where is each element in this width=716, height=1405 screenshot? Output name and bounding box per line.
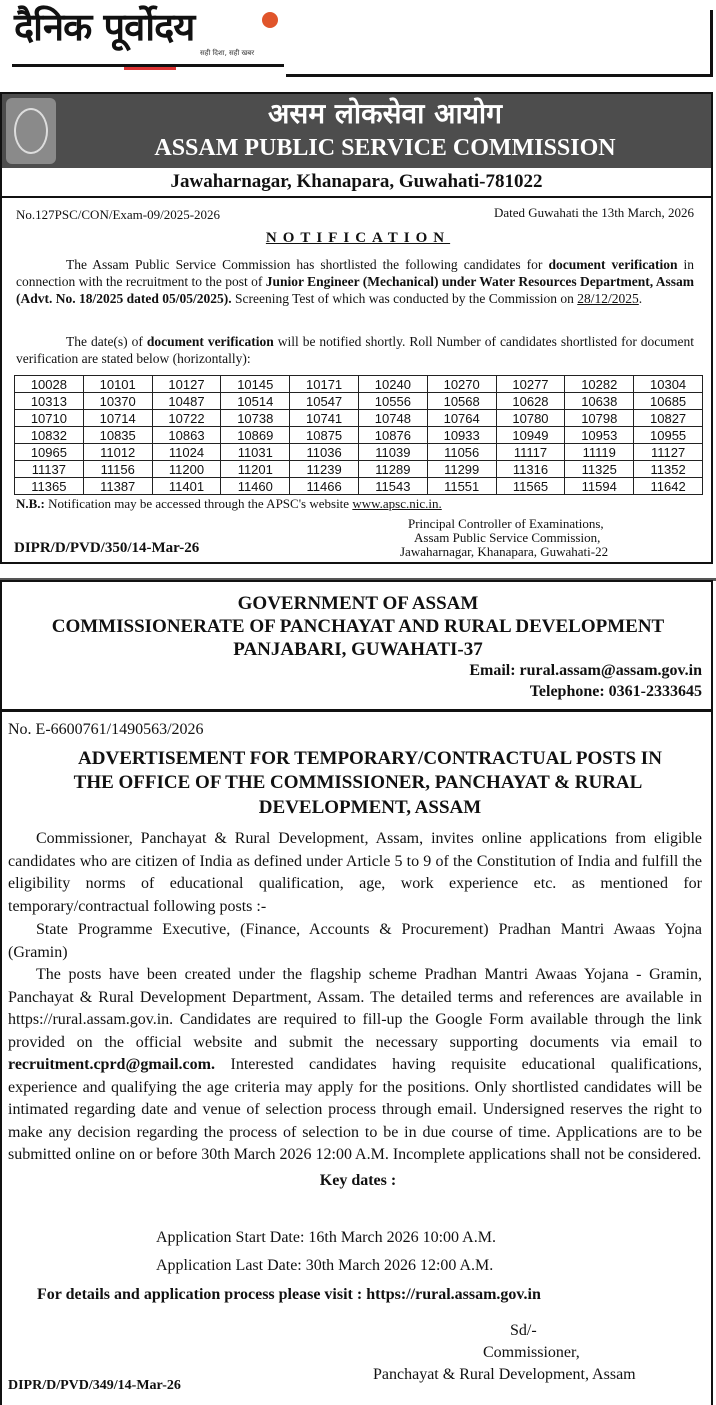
roll-number-cell: 10832: [15, 427, 84, 444]
roll-number-cell: 10568: [427, 393, 496, 410]
roll-number-cell: 11401: [152, 478, 221, 495]
roll-number-cell: 10953: [565, 427, 634, 444]
apsc-sign-2: Assam Public Service Commission,: [414, 530, 601, 545]
application-start-date: Application Start Date: 16th March 2026 10:00 A.M.: [156, 1229, 496, 1246]
roll-number-cell: 11466: [290, 478, 359, 495]
emblem-seal: [14, 108, 48, 154]
roll-number-cell: 11352: [634, 461, 703, 478]
roll-number-cell: 11387: [83, 478, 152, 495]
roll-number-cell: 11565: [496, 478, 565, 495]
apsc-paragraph-1: The Assam Public Service Commission has shortlisted the following candidates for document verification in connection with the recruitment to the post of Junior Engineer (Mechanical) under Water Resources Department, Assam (Advt. No. 18/2025 dated 05/05/2025). Screening Test of which was conducted by the Commission on 28/12/2025.: [16, 257, 695, 306]
masthead-frame: [286, 10, 713, 77]
roll-number-cell: 10685: [634, 393, 703, 410]
roll-number-cell: 11642: [634, 478, 703, 495]
roll-number-cell: 11119: [565, 444, 634, 461]
gov-telephone: Telephone: 0361-2333645: [529, 683, 702, 700]
gov-sd: Sd/-: [510, 1322, 537, 1339]
roll-number-cell: 10955: [634, 427, 703, 444]
roll-number-cell: 10722: [152, 410, 221, 427]
apsc-sign-3: Jawaharnagar, Khanapara, Guwahati-22: [400, 544, 609, 559]
notification-title: NOTIFICATION: [265, 230, 451, 246]
roll-number-cell: 11551: [427, 478, 496, 495]
roll-number-cell: 10876: [358, 427, 427, 444]
roll-number-cell: 10714: [83, 410, 152, 427]
roll-row: [15, 410, 703, 427]
apsc-ref-no: No.127PSC/CON/Exam-09/2025-2026: [16, 207, 221, 222]
roll-row: [15, 376, 703, 393]
apsc-title-english: ASSAM PUBLIC SERVICE COMMISSION: [154, 135, 616, 161]
roll-number-cell: 10304: [634, 376, 703, 393]
gov-line-3: PANJABARI, GUWAHATI-37: [233, 639, 483, 660]
apsc-sign-1: Principal Controller of Examinations,: [408, 516, 604, 531]
roll-row: [15, 444, 703, 461]
roll-number-cell: 10741: [290, 410, 359, 427]
roll-number-cell: 11039: [358, 444, 427, 461]
gov-paragraph-2: State Programme Executive, (Finance, Accounts & Procurement) Pradhan Mantri Awaas Yojna (Gramin): [8, 921, 702, 961]
roll-number-cell: 10487: [152, 393, 221, 410]
roll-number-cell: 11156: [83, 461, 152, 478]
gov-sign-2: Panchayat & Rural Development, Assam: [373, 1366, 636, 1383]
roll-number-cell: 10270: [427, 376, 496, 393]
roll-row: [15, 478, 703, 495]
gov-header-divider: [0, 709, 713, 712]
roll-number-cell: 11594: [565, 478, 634, 495]
roll-number-cell: 10101: [83, 376, 152, 393]
roll-number-cell: 11543: [358, 478, 427, 495]
roll-number-cell: 10780: [496, 410, 565, 427]
roll-number-cell: 11127: [634, 444, 703, 461]
roll-number-cell: 10628: [496, 393, 565, 410]
roll-number-cell: 10277: [496, 376, 565, 393]
roll-number-cell: 10863: [152, 427, 221, 444]
roll-number-cell: 10547: [290, 393, 359, 410]
roll-number-cell: 10514: [221, 393, 290, 410]
roll-number-cell: 11200: [152, 461, 221, 478]
roll-number-cell: 11239: [290, 461, 359, 478]
apsc-paragraph-2: The date(s) of document verification will be notified shortly. Roll Number of candidates shortlisted for document verification are stated below (horizontally):: [16, 334, 695, 366]
application-last-date: Application Last Date: 30th March 2026 12:00 A.M.: [156, 1257, 494, 1274]
roll-number-cell: 10798: [565, 410, 634, 427]
masthead-red-rule: [124, 67, 176, 70]
roll-number-cell: 11299: [427, 461, 496, 478]
roll-number-cell: 10240: [358, 376, 427, 393]
roll-number-cell: 10738: [221, 410, 290, 427]
roll-number-cell: 11460: [221, 478, 290, 495]
roll-row: [15, 393, 703, 410]
roll-number-cell: 11137: [15, 461, 84, 478]
roll-number-cell: 10875: [290, 427, 359, 444]
gov-dipr: DIPR/D/PVD/349/14-Mar-26: [8, 1378, 181, 1393]
roll-number-cell: 10282: [565, 376, 634, 393]
details-link[interactable]: For details and application process please visit : https://rural.assam.gov.in: [37, 1286, 541, 1303]
roll-row: [15, 461, 703, 478]
apsc-address: Jawaharnagar, Khanapara, Guwahati-781022: [170, 171, 543, 192]
apsc-nb: N.B.: Notification may be accessed through the APSC's website www.apsc.nic.in.: [16, 496, 442, 511]
roll-number-cell: 10556: [358, 393, 427, 410]
gov-line-1: GOVERNMENT OF ASSAM: [237, 593, 479, 614]
gov-email: Email: rural.assam@assam.gov.in: [469, 662, 702, 679]
apsc-title-hindi: असम लोकसेवा आयोग: [268, 97, 502, 130]
roll-number-cell: 11316: [496, 461, 565, 478]
roll-number-cell: 11289: [358, 461, 427, 478]
roll-number-table: [14, 375, 703, 495]
logo-dot-icon: [262, 12, 278, 28]
roll-number-cell: 10933: [427, 427, 496, 444]
roll-number-cell: 10171: [290, 376, 359, 393]
roll-number-cell: 10028: [15, 376, 84, 393]
apsc-website-link[interactable]: www.apsc.nic.in.: [352, 496, 442, 511]
adv-title-2: THE OFFICE OF THE COMMISSIONER, PANCHAYAT & RURAL: [73, 772, 643, 793]
roll-number-cell: 10827: [634, 410, 703, 427]
roll-number-cell: 10949: [496, 427, 565, 444]
gov-ref-no: No. E-6600761/1490563/2026: [8, 721, 204, 738]
roll-number-cell: 10127: [152, 376, 221, 393]
roll-number-cell: 10965: [15, 444, 84, 461]
roll-number-cell: 10370: [83, 393, 152, 410]
gov-sign-1: Commissioner,: [483, 1344, 580, 1361]
address-divider: [2, 196, 711, 198]
gov-paragraph-3: The posts have been created under the flagship scheme Pradhan Mantri Awaas Yojana - Gramin, Panchayat & Rural Development Department, Assam. The detailed terms and references are available in https://rural.assam.gov.in. Candidates are required to fill-up the Google Form available through the link provided on the official website and submit the necessary supporting documents via email to recruitment.cprd@gmail.com. Interested candidates having requisite educational qualifications, experience and qualifying the age criteria may apply for the positions. Only shortlisted candidates will be intimated regarding date and venue of selection process through email. Undersigned reserves the right to make any decision regarding the process of selection to be in due course of time. Applications are to be submitted online on or before 30th March 2026 12:00 A.M. Incomplete applications shall not be considered.: [8, 966, 703, 1163]
roll-row: [15, 427, 703, 444]
roll-number-cell: 10145: [221, 376, 290, 393]
gov-line-2: COMMISSIONERATE OF PANCHAYAT AND RURAL DEVELOPMENT: [51, 616, 665, 637]
apsc-dipr: DIPR/D/PVD/350/14-Mar-26: [14, 540, 200, 556]
newspaper-logo: दैनिक पूर्वोदय: [14, 5, 195, 49]
roll-number-cell: 10638: [565, 393, 634, 410]
roll-number-cell: 11365: [15, 478, 84, 495]
roll-number-cell: 11024: [152, 444, 221, 461]
recruitment-email-link[interactable]: recruitment.cprd@gmail.com.: [8, 1056, 215, 1073]
roll-number-cell: 10869: [221, 427, 290, 444]
roll-number-cell: 11201: [221, 461, 290, 478]
gov-paragraph-1: Commissioner, Panchayat & Rural Development, Assam, invites online applications from eligible candidates who are citizen of India as defined under Article 5 to 9 of the Constitution of India and fulfill the eligibility norms of educational qualification, age, work experience etc. as mentioned for temporary/contractual following posts :-: [8, 830, 702, 915]
roll-number-cell: 11012: [83, 444, 152, 461]
apsc-dated: Dated Guwahati the 13th March, 2026: [493, 205, 694, 220]
newspaper-tagline: सही दिशा, सही खबर: [200, 49, 255, 57]
adv-title-1: ADVERTISEMENT FOR TEMPORARY/CONTRACTUAL POSTS IN: [78, 748, 662, 769]
roll-number-cell: 11056: [427, 444, 496, 461]
roll-number-cell: 11031: [221, 444, 290, 461]
roll-number-cell: 10313: [15, 393, 84, 410]
adv-title-3: DEVELOPMENT, ASSAM: [258, 797, 482, 818]
roll-number-cell: 11325: [565, 461, 634, 478]
roll-number-cell: 10764: [427, 410, 496, 427]
roll-number-cell: 10710: [15, 410, 84, 427]
roll-number-cell: 11036: [290, 444, 359, 461]
key-dates-title: Key dates :: [319, 1172, 397, 1189]
roll-number-cell: 11117: [496, 444, 565, 461]
roll-number-cell: 10748: [358, 410, 427, 427]
roll-number-cell: 10835: [83, 427, 152, 444]
